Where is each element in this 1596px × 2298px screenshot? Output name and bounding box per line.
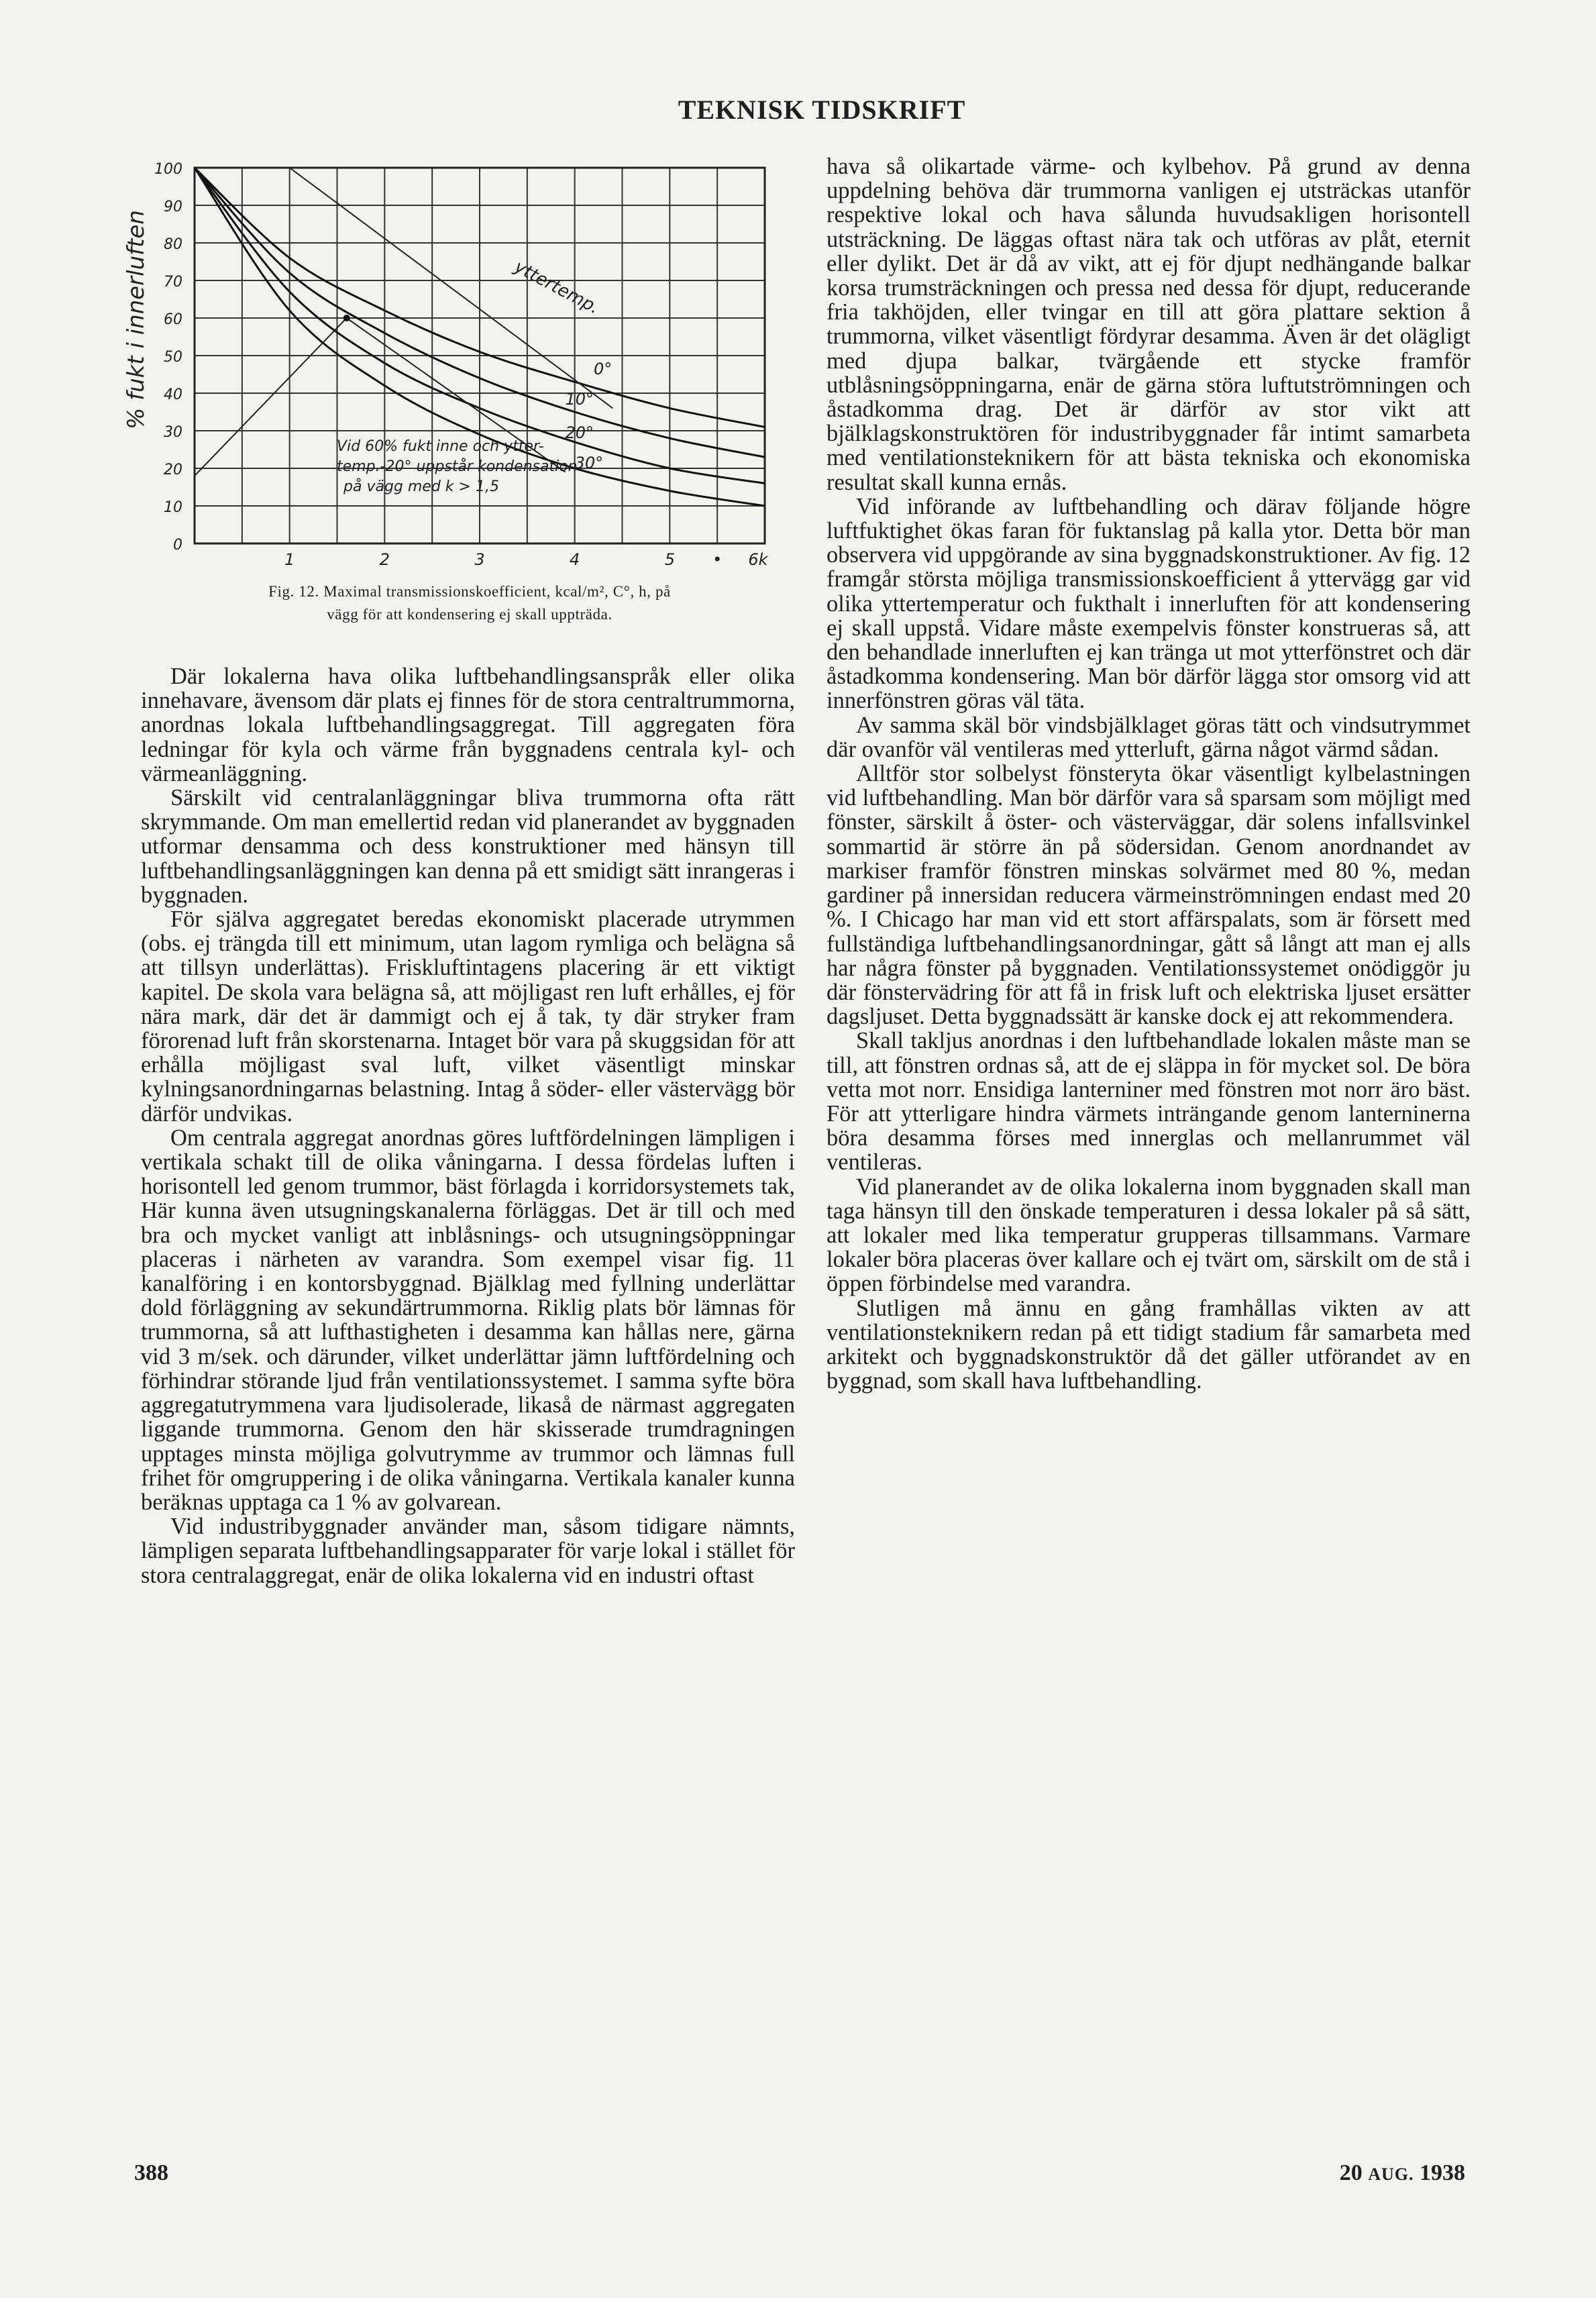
note-line-3: på vägg med k > 1,5 <box>343 478 499 495</box>
construction-line <box>195 318 347 476</box>
right-paragraph: hava så olikartade värme- och kylbehov. På grund av denna uppdelning behöva där trummorna vanligen ej utsträckas utanför respektive lokal och hava sålunda huvudsakligen horisontell utsträckning. De läggas oftast nära tak och utföras av plåt, eternit eller dylikt. Det är då av vikt, att ej för djupt nedhängande balkar korsa trumsträckningen och pressa ned dessa för djupt, reducerande fria takhöjden, eller tvingar en till att göra plattare sektion å trummorna, vilket väsentligt fördyrar desamma. Även är det olägligt med djupa balkar, tvärgående ett stycke framför utblåsningsöppningarna, enär de gärna störa luftutströmningen och åstadkomma drag. Det är därför av stor vikt att bjälklagskonstruktören för industribyggnader får intimt samarbeta med ventilationsteknikern för att bästa tekniska och ekonomiska resultat skall kunna ernås. <box>827 154 1471 495</box>
right-paragraph: Skall takljus anordnas i den luftbehandlade lokalen måste man se till, att fönstren ordnas så, att de ej släppa in för mycket sol. De böra vetta mot norr. Ensidiga lanterniner med fönstren mot norr äro bäst. För att ytterligare hindra värmets inträngande genom lanterninerna böra desamma förses med innerglas och mellanrummet väl ventileras. <box>827 1028 1471 1176</box>
date-year: 1938 <box>1420 2160 1465 2185</box>
journal-title: TEKNISK TIDSKRIFT <box>678 95 966 125</box>
right-column <box>827 154 1471 1393</box>
right-paragraph: Alltför stor solbelyst fönsteryta ökar väsentligt kylbelastningen vid luftbehandling. Man bör därför vara så sparsam som möjligt med fönster, särskilt å öster- och västerväggar, där solens infallsvinkel sommartid är större än på södersidan. Genom anordnandet av markiser framför fönstren minskas solvärmet med 80 %, medan gardiner på innersidan reducera värmeinströmningen endast med 20 %. I Chicago har man vid ett stort affärspalats, som är försett med fullständiga luftbehandlingsanordningar, gått så långt att man ej alls har några fönster på byggnaden. Ventilationssystemet onödiggör ju där fönstervädring för att få in frisk luft och elektriska ljuset ersätter dagsljuset. Detta byggnadssätt är kanske dock ej att rekommendera. <box>827 761 1471 1030</box>
note-line-2: temp.-20° uppstår kondensation <box>337 458 578 475</box>
page-number: 388 <box>134 2160 168 2185</box>
note-line-1: Vid 60% fukt inne och ytter- <box>337 438 544 455</box>
left-paragraph: Särskilt vid centralanläggningar bliva trummorna ofta rätt skrymmande. Om man emellertid redan vid planerandet av byggnaden utformar densamma och dess konstruktioner med hänsyn till luftbehandlingsanläggningen kan denna på ett smidigt sätt inrangeras i byggnaden. <box>141 785 795 908</box>
series-label: 20° <box>565 423 594 443</box>
y-tick-label: 40 <box>164 386 182 403</box>
figure-caption <box>151 580 788 626</box>
figure-12-chart <box>121 148 812 577</box>
intersection-point <box>343 315 350 321</box>
chart-diagonal-lines <box>195 168 613 476</box>
date-month: AUG. <box>1368 2164 1414 2184</box>
right-paragraph: Av samma skäl bör vindsbjälklaget göras tätt och vindsutrymmet där ovanför väl ventileras med ytterluft, gärna något värmd sådan. <box>827 712 1471 762</box>
x-tick-label: 6k <box>748 550 768 569</box>
y-tick-labels <box>154 161 182 554</box>
caption-line-1: Fig. 12. Maximal transmissionskoefficient, kcal/m², C°, h, på <box>268 583 671 600</box>
y-tick-label: 60 <box>164 311 182 328</box>
curve-title-label: yttertemp. <box>511 256 603 319</box>
y-tick-label: 70 <box>164 274 182 291</box>
right-paragraph: Slutligen må ännu en gång framhållas vikten av att ventilationsteknikern redan på ett tidigt stadium får samarbeta med arkitekt och byggnadskonstruktör då det gäller utförandet av en byggnad, som skall hava luftbehandling. <box>827 1295 1471 1394</box>
x-tick-label: • <box>712 550 723 569</box>
issue-date <box>1340 2160 1465 2186</box>
series-label: 10° <box>565 389 594 409</box>
y-tick-label: 10 <box>164 499 182 516</box>
y-tick-label: 50 <box>164 349 182 366</box>
y-axis-label: % fukt i innerluften <box>123 210 150 429</box>
left-paragraph: Vid industribyggnader använder man, såsom tidigare nämnts, lämpligen separata luftbehandlingsapparater för varje lokal i stället för stora centralaggregat, enär de olika lokalerna vid en industri oftast <box>141 1514 795 1588</box>
right-paragraph: Vid införande av luftbehandling och därav följande högre luftfuktighet ökas faran för fuktanslag på kalla ytor. Detta bör man observera vid uppgörande av sina byggnadskonstruktioner. Av fig. 12 framgår största möjliga transmissionskoefficient å yttervägg gar vid olika yttertemperatur och fukthalt i innerluften för att kondensering ej skall uppstå. Vidare måste exempelvis fönster konstrueras så, att den behandlade innerluften ej kan tränga ut mot ytterfönstret och där åstadkomma kondensering. Man bör därför lägga stor omsorg vid att innerfönstren göras väl täta. <box>827 493 1471 714</box>
y-tick-label: 90 <box>164 199 182 215</box>
caption-line-2: vägg för att kondensering ej skall uppträda. <box>327 606 613 623</box>
x-tick-label: 5 <box>664 550 675 569</box>
y-tick-label: 0 <box>173 537 182 554</box>
right-paragraph: Vid planerandet av de olika lokalerna inom byggnaden skall man taga hänsyn till den önskade temperaturen i dessa lokaler på så sätt, att lokaler med lika temperatur grupperas tillsammans. Varmare lokaler böra placeras över kallare och ej tvärt om, särskilt om de stå i öppen förbindelse med varandra. <box>827 1173 1471 1297</box>
y-tick-label: 20 <box>164 462 182 478</box>
y-tick-label: 80 <box>164 236 182 253</box>
x-tick-label: 2 <box>379 550 390 569</box>
series-label: 30° <box>574 454 604 472</box>
x-tick-labels <box>284 550 769 569</box>
y-tick-label: 30 <box>164 424 182 441</box>
x-tick-label: 4 <box>570 550 580 569</box>
left-paragraph: För själva aggregatet beredas ekonomiskt placerade utrymmen (obs. ej trängda till ett minimum, utan lagom rymliga och belägna så att tillsyn underlättas). Friskluftintagens placering är ett viktigt kapitel. De skola vara belägna så, att möjligast ren luft erhålles, ej för nära mark, där det är dammigt och ej å tak, ty där stryker fram förorenad luft från skorstenarna. Intaget bör vara på skuggsidan för att erhålla möjligast sval luft, vilket väsentligt minskar kylningsanordningarnas belastning. Intag å söder- eller västervägg bör därför undvikas. <box>141 906 795 1127</box>
date-day: 20 <box>1339 2160 1363 2185</box>
series-label: 0° <box>594 360 613 378</box>
y-tick-label: 100 <box>154 161 182 178</box>
x-tick-label: 1 <box>284 550 295 569</box>
left-paragraph: Om centrala aggregat anordnas göres luftfördelningen lämpligen i vertikala schakt till de olika våningarna. I dessa fördelas luften i horisontell led genom trummor, bäst förlagda i korridorsystemets tak, Här kunna även utsugningskanalerna förläggas. Det är till och med bra och mycket vanligt att inblåsnings- och utsugningsöppningar placeras i närheten av varandra. Som exempel visar fig. 11 kanalföring i en kontorsbyggnad. Bjälklag med fyllning underlättar dold förläggning av sekundärtrummorna. Riklig plats bör lämnas för trummorna, så att lufthastigheten i desamma kan hållas nere, gärna vid 3 m/sek. och därunder, vilket underlättar jämn luftfördelning och förhindrar störande ljud från ventilationssystemet. I samma syfte böra aggregatutrymmena vara ljudisolerade, likaså de närmast aggregaten liggande trummorna. Genom den här skisserade trumdragningen upptages minsta möjliga golvutrymme av trummor och lämnas full frihet för omgruppering i de olika våningarna. Vertikala kanaler kunna beräknas upptaga ca 1 % av golvarean. <box>141 1125 795 1515</box>
left-column <box>141 664 795 1587</box>
x-tick-label: 3 <box>474 550 485 569</box>
left-paragraph: Där lokalerna hava olika luftbehandlingsanspråk eller olika innehavare, ävensom där plats ej finnes för de stora centraltrummorna, anordnas lokala luftbehandlingsaggregat. Till aggregaten föra ledningar för kyla och värme från byggnadens centrala kyl- och värmeanläggning. <box>141 664 795 786</box>
